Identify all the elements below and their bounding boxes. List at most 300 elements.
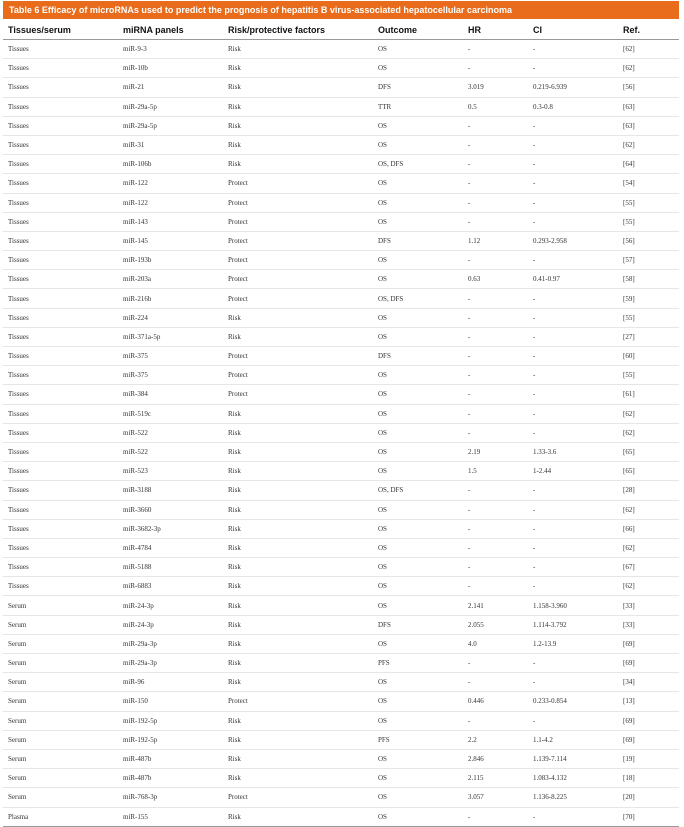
table-row bbox=[3, 327, 679, 346]
table-row bbox=[3, 212, 679, 231]
cell-ref[interactable]: [56] bbox=[618, 78, 679, 97]
cell-factor: Protect bbox=[223, 289, 373, 308]
cell-ref[interactable]: [62] bbox=[618, 500, 679, 519]
cell-hr: - bbox=[463, 59, 528, 78]
cell-sample: Tissues bbox=[3, 59, 118, 78]
cell-ref[interactable]: [27] bbox=[618, 327, 679, 346]
cell-mirna: miR-29a-3p bbox=[118, 654, 223, 673]
cell-hr: 4.0 bbox=[463, 634, 528, 653]
cell-factor: Risk bbox=[223, 634, 373, 653]
cell-mirna: miR-3188 bbox=[118, 481, 223, 500]
cell-ref[interactable]: [60] bbox=[618, 347, 679, 366]
cell-ci: 1-2.44 bbox=[528, 462, 618, 481]
cell-hr: - bbox=[463, 289, 528, 308]
cell-sample: Tissues bbox=[3, 347, 118, 366]
header-sample: Tissues/serum bbox=[3, 21, 118, 40]
cell-mirna: miR-96 bbox=[118, 673, 223, 692]
cell-ci: - bbox=[528, 654, 618, 673]
table-row bbox=[3, 174, 679, 193]
cell-ref[interactable]: [62] bbox=[618, 404, 679, 423]
header-ci: CI bbox=[528, 21, 618, 40]
cell-ci: - bbox=[528, 135, 618, 154]
cell-mirna: miR-375 bbox=[118, 366, 223, 385]
cell-hr: - bbox=[463, 558, 528, 577]
cell-outcome: DFS bbox=[373, 78, 463, 97]
cell-outcome: OS bbox=[373, 462, 463, 481]
cell-hr: 1.5 bbox=[463, 462, 528, 481]
cell-hr: - bbox=[463, 40, 528, 59]
cell-factor: Risk bbox=[223, 558, 373, 577]
cell-ref[interactable]: [62] bbox=[618, 59, 679, 78]
cell-mirna: miR-522 bbox=[118, 442, 223, 461]
cell-hr: - bbox=[463, 711, 528, 730]
cell-factor: Risk bbox=[223, 596, 373, 615]
cell-ci: 1.1-4.2 bbox=[528, 730, 618, 749]
table-row bbox=[3, 788, 679, 807]
cell-ci: - bbox=[528, 519, 618, 538]
cell-hr: - bbox=[463, 135, 528, 154]
cell-ci: - bbox=[528, 558, 618, 577]
cell-mirna: miR-216b bbox=[118, 289, 223, 308]
cell-factor: Risk bbox=[223, 654, 373, 673]
cell-mirna: miR-21 bbox=[118, 78, 223, 97]
cell-sample: Tissues bbox=[3, 251, 118, 270]
cell-outcome: OS bbox=[373, 692, 463, 711]
cell-ref[interactable]: [55] bbox=[618, 193, 679, 212]
cell-outcome: PFS bbox=[373, 730, 463, 749]
cell-factor: Risk bbox=[223, 135, 373, 154]
cell-factor: Risk bbox=[223, 442, 373, 461]
cell-hr: - bbox=[463, 366, 528, 385]
cell-outcome: OS bbox=[373, 442, 463, 461]
cell-ci: - bbox=[528, 116, 618, 135]
cell-hr: - bbox=[463, 807, 528, 826]
cell-ref[interactable]: [13] bbox=[618, 692, 679, 711]
cell-mirna: miR-24-3p bbox=[118, 596, 223, 615]
cell-hr: - bbox=[463, 500, 528, 519]
cell-mirna: miR-224 bbox=[118, 308, 223, 327]
table-row bbox=[3, 423, 679, 442]
cell-ref[interactable]: [54] bbox=[618, 174, 679, 193]
cell-sample: Tissues bbox=[3, 135, 118, 154]
cell-outcome: OS bbox=[373, 366, 463, 385]
table-row bbox=[3, 462, 679, 481]
cell-sample: Tissues bbox=[3, 404, 118, 423]
cell-hr: 0.63 bbox=[463, 270, 528, 289]
cell-outcome: OS bbox=[373, 596, 463, 615]
cell-mirna: miR-522 bbox=[118, 423, 223, 442]
cell-ci: - bbox=[528, 193, 618, 212]
cell-outcome: OS bbox=[373, 135, 463, 154]
cell-factor: Risk bbox=[223, 807, 373, 826]
cell-ref[interactable]: [33] bbox=[618, 615, 679, 634]
cell-ci: 0.233-0.854 bbox=[528, 692, 618, 711]
cell-outcome: OS bbox=[373, 59, 463, 78]
cell-factor: Risk bbox=[223, 462, 373, 481]
cell-outcome: OS bbox=[373, 251, 463, 270]
cell-ci: 1.33-3.6 bbox=[528, 442, 618, 461]
table-row bbox=[3, 500, 679, 519]
cell-ref[interactable]: [69] bbox=[618, 634, 679, 653]
cell-mirna: miR-5188 bbox=[118, 558, 223, 577]
cell-hr: - bbox=[463, 174, 528, 193]
cell-mirna: miR-31 bbox=[118, 135, 223, 154]
cell-ci: - bbox=[528, 673, 618, 692]
cell-factor: Risk bbox=[223, 577, 373, 596]
cell-sample: Tissues bbox=[3, 366, 118, 385]
cell-ref[interactable]: [67] bbox=[618, 558, 679, 577]
cell-ci: 0.41-0.97 bbox=[528, 270, 618, 289]
cell-factor: Risk bbox=[223, 749, 373, 768]
cell-mirna: miR-384 bbox=[118, 385, 223, 404]
cell-outcome: OS, DFS bbox=[373, 481, 463, 500]
cell-factor: Protect bbox=[223, 385, 373, 404]
table-row bbox=[3, 116, 679, 135]
table-row bbox=[3, 135, 679, 154]
cell-outcome: OS, DFS bbox=[373, 155, 463, 174]
cell-ci: - bbox=[528, 481, 618, 500]
cell-mirna: miR-192-5p bbox=[118, 711, 223, 730]
cell-sample: Tissues bbox=[3, 174, 118, 193]
cell-ref[interactable]: [61] bbox=[618, 385, 679, 404]
cell-hr: - bbox=[463, 116, 528, 135]
cell-mirna: miR-143 bbox=[118, 212, 223, 231]
table-row bbox=[3, 769, 679, 788]
cell-sample: Tissues bbox=[3, 500, 118, 519]
cell-outcome: OS, DFS bbox=[373, 289, 463, 308]
table-row bbox=[3, 558, 679, 577]
cell-sample: Serum bbox=[3, 615, 118, 634]
cell-ref[interactable]: [69] bbox=[618, 654, 679, 673]
cell-ref[interactable]: [18] bbox=[618, 769, 679, 788]
cell-sample: Tissues bbox=[3, 212, 118, 231]
cell-ci: 0.3-0.8 bbox=[528, 97, 618, 116]
prognosis-table bbox=[3, 21, 679, 827]
table-header-row bbox=[3, 21, 679, 40]
cell-sample: Plasma bbox=[3, 807, 118, 826]
cell-factor: Risk bbox=[223, 673, 373, 692]
cell-outcome: OS bbox=[373, 385, 463, 404]
cell-outcome: OS bbox=[373, 423, 463, 442]
cell-factor: Protect bbox=[223, 692, 373, 711]
cell-ci: 1.136-8.225 bbox=[528, 788, 618, 807]
cell-ref[interactable]: [62] bbox=[618, 577, 679, 596]
cell-hr: 3.057 bbox=[463, 788, 528, 807]
cell-mirna: miR-3682-3p bbox=[118, 519, 223, 538]
table-row bbox=[3, 519, 679, 538]
cell-sample: Tissues bbox=[3, 538, 118, 557]
cell-ref[interactable]: [59] bbox=[618, 289, 679, 308]
cell-ci: 1.114-3.792 bbox=[528, 615, 618, 634]
cell-outcome: OS bbox=[373, 500, 463, 519]
cell-mirna: miR-122 bbox=[118, 174, 223, 193]
cell-sample: Serum bbox=[3, 788, 118, 807]
cell-sample: Tissues bbox=[3, 40, 118, 59]
cell-ref[interactable]: [62] bbox=[618, 40, 679, 59]
cell-factor: Risk bbox=[223, 404, 373, 423]
cell-sample: Tissues bbox=[3, 231, 118, 250]
cell-outcome: DFS bbox=[373, 615, 463, 634]
cell-hr: 2.19 bbox=[463, 442, 528, 461]
cell-ci: - bbox=[528, 385, 618, 404]
cell-ref[interactable]: [62] bbox=[618, 135, 679, 154]
table-row bbox=[3, 615, 679, 634]
table-row bbox=[3, 231, 679, 250]
cell-mirna: miR-3660 bbox=[118, 500, 223, 519]
cell-factor: Risk bbox=[223, 40, 373, 59]
cell-ci: - bbox=[528, 347, 618, 366]
table-row bbox=[3, 673, 679, 692]
cell-hr: - bbox=[463, 577, 528, 596]
cell-mirna: miR-106b bbox=[118, 155, 223, 174]
cell-mirna: miR-6883 bbox=[118, 577, 223, 596]
cell-ref[interactable]: [66] bbox=[618, 519, 679, 538]
cell-ci: 1.2-13.9 bbox=[528, 634, 618, 653]
cell-ci: - bbox=[528, 807, 618, 826]
cell-hr: 0.446 bbox=[463, 692, 528, 711]
cell-factor: Risk bbox=[223, 423, 373, 442]
cell-factor: Risk bbox=[223, 78, 373, 97]
cell-sample: Tissues bbox=[3, 270, 118, 289]
cell-ref[interactable]: [64] bbox=[618, 155, 679, 174]
header-mirna: miRNA panels bbox=[118, 21, 223, 40]
cell-mirna: miR-487b bbox=[118, 749, 223, 768]
cell-factor: Risk bbox=[223, 769, 373, 788]
cell-factor: Protect bbox=[223, 366, 373, 385]
table-row bbox=[3, 807, 679, 826]
cell-ci: - bbox=[528, 423, 618, 442]
table-row bbox=[3, 654, 679, 673]
cell-mirna: miR-519c bbox=[118, 404, 223, 423]
cell-outcome: OS bbox=[373, 193, 463, 212]
cell-ref[interactable]: [56] bbox=[618, 231, 679, 250]
cell-outcome: OS bbox=[373, 769, 463, 788]
cell-sample: Tissues bbox=[3, 385, 118, 404]
cell-ci: - bbox=[528, 155, 618, 174]
cell-sample: Serum bbox=[3, 692, 118, 711]
cell-factor: Risk bbox=[223, 615, 373, 634]
cell-mirna: miR-150 bbox=[118, 692, 223, 711]
cell-mirna: miR-203a bbox=[118, 270, 223, 289]
cell-ref[interactable]: [62] bbox=[618, 423, 679, 442]
cell-outcome: TTR bbox=[373, 97, 463, 116]
header-outcome: Outcome bbox=[373, 21, 463, 40]
cell-ref[interactable]: [57] bbox=[618, 251, 679, 270]
cell-ref[interactable]: [33] bbox=[618, 596, 679, 615]
cell-mirna: miR-523 bbox=[118, 462, 223, 481]
cell-factor: Risk bbox=[223, 59, 373, 78]
cell-ref[interactable]: [69] bbox=[618, 730, 679, 749]
cell-ci: - bbox=[528, 174, 618, 193]
cell-ref[interactable]: [58] bbox=[618, 270, 679, 289]
cell-sample: Serum bbox=[3, 654, 118, 673]
table-row bbox=[3, 193, 679, 212]
table-row bbox=[3, 347, 679, 366]
cell-hr: 1.12 bbox=[463, 231, 528, 250]
cell-outcome: OS bbox=[373, 174, 463, 193]
cell-factor: Risk bbox=[223, 327, 373, 346]
cell-outcome: OS bbox=[373, 116, 463, 135]
cell-ref[interactable]: [19] bbox=[618, 749, 679, 768]
table-row bbox=[3, 40, 679, 59]
cell-factor: Risk bbox=[223, 500, 373, 519]
cell-ref[interactable]: [63] bbox=[618, 116, 679, 135]
cell-factor: Protect bbox=[223, 174, 373, 193]
cell-sample: Tissues bbox=[3, 155, 118, 174]
cell-ref[interactable]: [55] bbox=[618, 308, 679, 327]
cell-ci: - bbox=[528, 289, 618, 308]
cell-outcome: OS bbox=[373, 807, 463, 826]
cell-mirna: miR-487b bbox=[118, 769, 223, 788]
cell-outcome: OS bbox=[373, 558, 463, 577]
table-row bbox=[3, 730, 679, 749]
cell-ref[interactable]: [65] bbox=[618, 462, 679, 481]
cell-factor: Risk bbox=[223, 538, 373, 557]
table-row bbox=[3, 749, 679, 768]
cell-outcome: OS bbox=[373, 308, 463, 327]
cell-sample: Serum bbox=[3, 749, 118, 768]
cell-mirna: miR-375 bbox=[118, 347, 223, 366]
table-row bbox=[3, 289, 679, 308]
cell-ref[interactable]: [65] bbox=[618, 442, 679, 461]
cell-hr: 3.019 bbox=[463, 78, 528, 97]
cell-ref[interactable]: [69] bbox=[618, 711, 679, 730]
table-row bbox=[3, 251, 679, 270]
cell-outcome: OS bbox=[373, 212, 463, 231]
cell-factor: Risk bbox=[223, 481, 373, 500]
cell-ci: - bbox=[528, 40, 618, 59]
cell-ref[interactable]: [63] bbox=[618, 97, 679, 116]
cell-ref[interactable]: [70] bbox=[618, 807, 679, 826]
table-row bbox=[3, 404, 679, 423]
cell-factor: Risk bbox=[223, 155, 373, 174]
cell-outcome: OS bbox=[373, 519, 463, 538]
cell-outcome: PFS bbox=[373, 654, 463, 673]
table-row bbox=[3, 481, 679, 500]
cell-ci: 0.293-2.958 bbox=[528, 231, 618, 250]
cell-factor: Protect bbox=[223, 251, 373, 270]
cell-mirna: miR-122 bbox=[118, 193, 223, 212]
cell-ref[interactable]: [20] bbox=[618, 788, 679, 807]
cell-hr: - bbox=[463, 519, 528, 538]
cell-outcome: OS bbox=[373, 404, 463, 423]
cell-hr: 0.5 bbox=[463, 97, 528, 116]
cell-sample: Tissues bbox=[3, 193, 118, 212]
table-row bbox=[3, 78, 679, 97]
cell-mirna: miR-155 bbox=[118, 807, 223, 826]
cell-outcome: OS bbox=[373, 634, 463, 653]
cell-ref[interactable]: [28] bbox=[618, 481, 679, 500]
cell-sample: Serum bbox=[3, 634, 118, 653]
cell-outcome: OS bbox=[373, 673, 463, 692]
cell-sample: Tissues bbox=[3, 327, 118, 346]
cell-mirna: miR-10b bbox=[118, 59, 223, 78]
cell-ci: 1.083-4.132 bbox=[528, 769, 618, 788]
cell-mirna: miR-29a-5p bbox=[118, 116, 223, 135]
cell-hr: - bbox=[463, 308, 528, 327]
table-row bbox=[3, 97, 679, 116]
cell-factor: Protect bbox=[223, 193, 373, 212]
cell-ci: 1.139-7.114 bbox=[528, 749, 618, 768]
cell-ref[interactable]: [55] bbox=[618, 366, 679, 385]
table-row bbox=[3, 155, 679, 174]
cell-factor: Risk bbox=[223, 711, 373, 730]
cell-sample: Tissues bbox=[3, 558, 118, 577]
cell-outcome: OS bbox=[373, 327, 463, 346]
cell-ci: - bbox=[528, 327, 618, 346]
cell-factor: Protect bbox=[223, 788, 373, 807]
table-row bbox=[3, 596, 679, 615]
cell-sample: Serum bbox=[3, 673, 118, 692]
cell-ref[interactable]: [62] bbox=[618, 538, 679, 557]
cell-mirna: miR-4784 bbox=[118, 538, 223, 557]
cell-outcome: DFS bbox=[373, 231, 463, 250]
cell-hr: - bbox=[463, 481, 528, 500]
cell-hr: - bbox=[463, 654, 528, 673]
cell-hr: - bbox=[463, 193, 528, 212]
cell-mirna: miR-193b bbox=[118, 251, 223, 270]
cell-outcome: OS bbox=[373, 40, 463, 59]
header-factor: Risk/protective factors bbox=[223, 21, 373, 40]
cell-factor: Risk bbox=[223, 308, 373, 327]
cell-factor: Risk bbox=[223, 519, 373, 538]
cell-ci: - bbox=[528, 212, 618, 231]
cell-factor: Protect bbox=[223, 212, 373, 231]
table-row bbox=[3, 634, 679, 653]
cell-factor: Protect bbox=[223, 231, 373, 250]
cell-sample: Tissues bbox=[3, 78, 118, 97]
cell-hr: - bbox=[463, 538, 528, 557]
cell-ref[interactable]: [34] bbox=[618, 673, 679, 692]
cell-hr: - bbox=[463, 327, 528, 346]
cell-outcome: OS bbox=[373, 711, 463, 730]
cell-mirna: miR-768-3p bbox=[118, 788, 223, 807]
cell-ci: - bbox=[528, 577, 618, 596]
cell-ci: - bbox=[528, 404, 618, 423]
header-hr: HR bbox=[463, 21, 528, 40]
cell-ci: - bbox=[528, 500, 618, 519]
cell-factor: Risk bbox=[223, 97, 373, 116]
cell-hr: 2.141 bbox=[463, 596, 528, 615]
cell-hr: 2.846 bbox=[463, 749, 528, 768]
cell-sample: Tissues bbox=[3, 481, 118, 500]
cell-ci: - bbox=[528, 538, 618, 557]
cell-hr: - bbox=[463, 673, 528, 692]
cell-outcome: OS bbox=[373, 538, 463, 557]
cell-outcome: OS bbox=[373, 788, 463, 807]
cell-hr: - bbox=[463, 212, 528, 231]
cell-mirna: miR-145 bbox=[118, 231, 223, 250]
cell-mirna: miR-192-5p bbox=[118, 730, 223, 749]
cell-factor: Risk bbox=[223, 116, 373, 135]
cell-mirna: miR-29a-3p bbox=[118, 634, 223, 653]
table-row bbox=[3, 711, 679, 730]
cell-sample: Tissues bbox=[3, 577, 118, 596]
cell-sample: Tissues bbox=[3, 423, 118, 442]
cell-hr: 2.055 bbox=[463, 615, 528, 634]
cell-outcome: OS bbox=[373, 577, 463, 596]
cell-hr: - bbox=[463, 155, 528, 174]
cell-sample: Serum bbox=[3, 769, 118, 788]
cell-sample: Tissues bbox=[3, 116, 118, 135]
cell-factor: Protect bbox=[223, 347, 373, 366]
cell-sample: Tissues bbox=[3, 462, 118, 481]
cell-ref[interactable]: [55] bbox=[618, 212, 679, 231]
cell-ci: 0.219-6.939 bbox=[528, 78, 618, 97]
cell-ci: - bbox=[528, 366, 618, 385]
cell-mirna: miR-24-3p bbox=[118, 615, 223, 634]
table-row bbox=[3, 308, 679, 327]
